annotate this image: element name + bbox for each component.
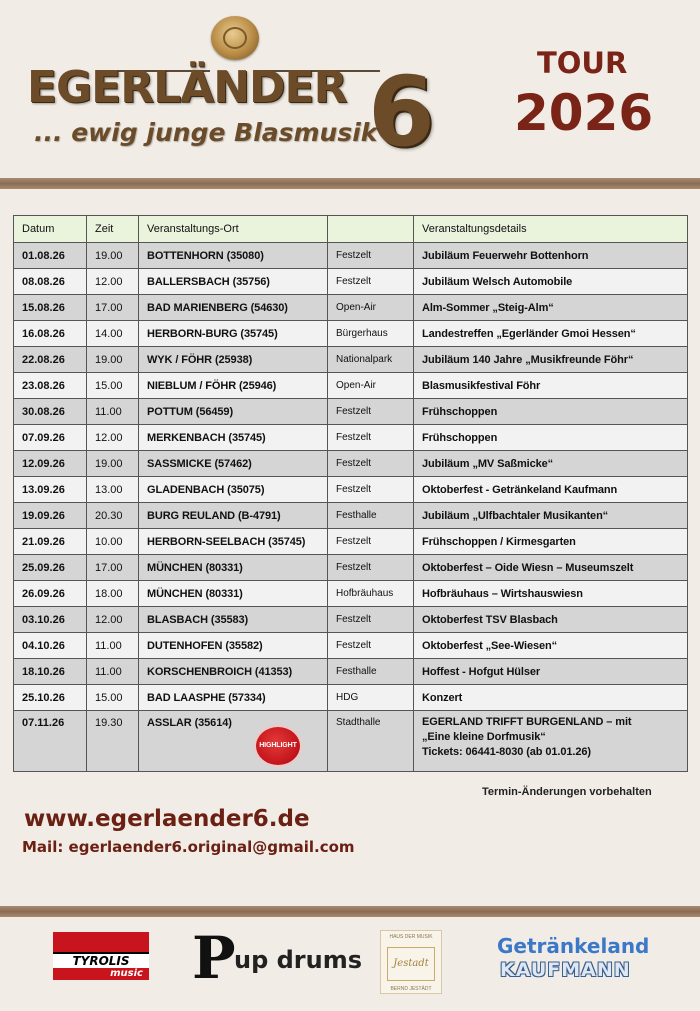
cell-date: 07.11.26	[14, 711, 87, 772]
cell-details: Oktoberfest „See-Wiesen“	[414, 633, 688, 659]
cell-place: HERBORN-BURG (35745)	[139, 321, 328, 347]
cell-place: MÜNCHEN (80331)	[139, 555, 328, 581]
website-link[interactable]: www.egerlaender6.de	[24, 806, 310, 832]
cell-details: Konzert	[414, 685, 688, 711]
cell-venue: Festzelt	[328, 633, 414, 659]
cell-date: 04.10.26	[14, 633, 87, 659]
cell-date: 25.09.26	[14, 555, 87, 581]
cell-date: 19.09.26	[14, 503, 87, 529]
cell-venue: Hofbräuhaus	[328, 581, 414, 607]
table-row	[14, 607, 688, 633]
cell-place: MÜNCHEN (80331)	[139, 581, 328, 607]
cell-time: 18.00	[87, 581, 139, 607]
table-row	[14, 321, 688, 347]
mail-address[interactable]: Mail: egerlaender6.original@gmail.com	[22, 838, 355, 856]
cell-venue: Festzelt	[328, 529, 414, 555]
sponsor-getraenkeland-logo	[497, 934, 662, 982]
table-row	[14, 399, 688, 425]
tyrolis-record-icon	[53, 932, 149, 954]
cell-date: 26.09.26	[14, 581, 87, 607]
cell-details: Jubiläum Welsch Automobile	[414, 269, 688, 295]
column-header-place: Veranstaltungs-Ort	[139, 216, 328, 243]
top-divider-bar	[0, 178, 700, 189]
table-row	[14, 503, 688, 529]
table-row	[14, 477, 688, 503]
details-line-3: Tickets: 06441-8030 (ab 01.01.26)	[422, 746, 591, 758]
cell-details: Frühschoppen	[414, 399, 688, 425]
cell-details: Oktoberfest TSV Blasbach	[414, 607, 688, 633]
cell-time: 19.00	[87, 347, 139, 373]
cell-place: HERBORN-SEELBACH (35745)	[139, 529, 328, 555]
tour-year: 2026	[514, 84, 654, 142]
table-row	[14, 581, 688, 607]
table-row	[14, 373, 688, 399]
cell-venue: Festzelt	[328, 555, 414, 581]
cell-time: 10.00	[87, 529, 139, 555]
cell-place: MERKENBACH (35745)	[139, 425, 328, 451]
tour-dates-table	[13, 215, 688, 772]
table-row	[14, 347, 688, 373]
cell-date: 07.09.26	[14, 425, 87, 451]
cell-date: 23.08.26	[14, 373, 87, 399]
tour-table-body	[14, 243, 688, 772]
updrums-name: up drums	[234, 946, 363, 974]
cell-details	[414, 711, 688, 772]
table-row	[14, 555, 688, 581]
tyrolis-sub: music	[53, 968, 149, 980]
cell-details: Oktoberfest - Getränkeland Kaufmann	[414, 477, 688, 503]
tour-label: TOUR	[537, 46, 628, 80]
cell-place: BALLERSBACH (35756)	[139, 269, 328, 295]
place-wrap	[147, 717, 327, 771]
cell-details: Jubiläum „MV Saßmicke“	[414, 451, 688, 477]
cell-time: 11.00	[87, 633, 139, 659]
cell-place: BOTTENHORN (35080)	[139, 243, 328, 269]
cell-venue: Festhalle	[328, 503, 414, 529]
cell-place: DUTENHOFEN (35582)	[139, 633, 328, 659]
cell-place	[139, 711, 328, 772]
cell-details: Hofbräuhaus – Wirtshauswiesn	[414, 581, 688, 607]
cell-details: Landestreffen „Egerländer Gmoi Hessen“	[414, 321, 688, 347]
details-line-2: „Eine kleine Dorfmusik“	[422, 731, 546, 743]
cell-time: 20.30	[87, 503, 139, 529]
cell-date: 08.08.26	[14, 269, 87, 295]
cell-details: Alm-Sommer „Steig-Alm“	[414, 295, 688, 321]
cell-place: GLADENBACH (35075)	[139, 477, 328, 503]
cell-venue: Festzelt	[328, 243, 414, 269]
column-header-date: Datum	[14, 216, 87, 243]
cell-place: POTTUM (56459)	[139, 399, 328, 425]
table-row	[14, 269, 688, 295]
cell-time: 14.00	[87, 321, 139, 347]
cell-venue: Stadthalle	[328, 711, 414, 772]
cell-date: 18.10.26	[14, 659, 87, 685]
column-header-time: Zeit	[87, 216, 139, 243]
schedule-disclaimer: Termin-Änderungen vorbehalten	[482, 786, 652, 798]
cell-date: 25.10.26	[14, 685, 87, 711]
cell-details: Frühschoppen / Kirmesgarten	[414, 529, 688, 555]
cell-time: 12.00	[87, 607, 139, 633]
cell-venue: Bürgerhaus	[328, 321, 414, 347]
table-row	[14, 295, 688, 321]
cell-date: 12.09.26	[14, 451, 87, 477]
cell-venue: Festzelt	[328, 477, 414, 503]
cell-time: 11.00	[87, 399, 139, 425]
cell-details: Jubiläum „Ulfbachtaler Musikanten“	[414, 503, 688, 529]
column-header-venue	[328, 216, 414, 243]
cell-details: Blasmusikfestival Föhr	[414, 373, 688, 399]
cell-time: 11.00	[87, 659, 139, 685]
cell-venue: Festzelt	[328, 399, 414, 425]
cell-venue: Open-Air	[328, 295, 414, 321]
brand-name: EGERLÄNDER	[27, 62, 347, 113]
cell-place: BURG REULAND (B-4791)	[139, 503, 328, 529]
cell-details: Jubiläum Feuerwehr Bottenhorn	[414, 243, 688, 269]
cell-place: SASSMICKE (57462)	[139, 451, 328, 477]
cell-date: 21.09.26	[14, 529, 87, 555]
tyrolis-name: TYROLIS	[53, 952, 149, 970]
cell-venue: Festzelt	[328, 451, 414, 477]
table-row	[14, 243, 688, 269]
updrums-mark-icon: P	[192, 924, 236, 992]
cell-venue: Festhalle	[328, 659, 414, 685]
jestaedt-name: Jestadt	[387, 947, 435, 981]
cell-place: BLASBACH (35583)	[139, 607, 328, 633]
table-row	[14, 451, 688, 477]
medal-emblem-icon	[211, 16, 259, 60]
cell-time: 17.00	[87, 295, 139, 321]
cell-details: Jubiläum 140 Jahre „Musikfreunde Föhr“	[414, 347, 688, 373]
table-row	[14, 529, 688, 555]
cell-time: 12.00	[87, 269, 139, 295]
cell-date: 22.08.26	[14, 347, 87, 373]
table-header-row	[14, 216, 688, 243]
cell-venue: HDG	[328, 685, 414, 711]
cell-venue: Festzelt	[328, 269, 414, 295]
details-line-1: EGERLAND TRIFFT BURGENLAND – mit	[422, 716, 632, 728]
poster-header	[0, 0, 700, 178]
table-row	[14, 659, 688, 685]
cell-place: KORSCHENBROICH (41353)	[139, 659, 328, 685]
brand-number: 6	[368, 56, 435, 168]
cell-date: 15.08.26	[14, 295, 87, 321]
cell-place: NIEBLUM / FÖHR (25946)	[139, 373, 328, 399]
sponsor-jestaedt-logo	[380, 930, 442, 994]
jestaedt-top-text: HAUS DER MUSIK	[389, 934, 433, 940]
cell-venue: Festzelt	[328, 607, 414, 633]
highlight-badge-icon: HIGHLIGHT	[256, 727, 300, 765]
cell-place: WYK / FÖHR (25938)	[139, 347, 328, 373]
cell-time: 12.00	[87, 425, 139, 451]
sponsor-updrums-logo	[190, 924, 363, 992]
cell-date: 16.08.26	[14, 321, 87, 347]
cell-place: BAD LAASPHE (57334)	[139, 685, 328, 711]
bottom-divider-bar	[0, 906, 700, 917]
cell-venue: Open-Air	[328, 373, 414, 399]
table-row-highlight	[14, 711, 688, 772]
cell-time: 15.00	[87, 373, 139, 399]
cell-venue: Festzelt	[328, 425, 414, 451]
column-header-details: Veranstaltungsdetails	[414, 216, 688, 243]
cell-details: Frühschoppen	[414, 425, 688, 451]
place-text: ASSLAR (35614)	[147, 717, 232, 729]
cell-date: 30.08.26	[14, 399, 87, 425]
table-row	[14, 425, 688, 451]
cell-time: 19.00	[87, 451, 139, 477]
cell-time: 17.00	[87, 555, 139, 581]
table-row	[14, 633, 688, 659]
cell-details: Oktoberfest – Oide Wiesn – Museumszelt	[414, 555, 688, 581]
getraenkeland-name: Getränkeland	[497, 934, 650, 958]
brand-tagline: ... ewig junge Blasmusik	[34, 118, 378, 147]
sponsor-tyrolis-logo	[53, 932, 149, 978]
cell-place: BAD MARIENBERG (54630)	[139, 295, 328, 321]
cell-date: 13.09.26	[14, 477, 87, 503]
cell-time: 19.30	[87, 711, 139, 772]
cell-date: 01.08.26	[14, 243, 87, 269]
table-row	[14, 685, 688, 711]
cell-time: 13.00	[87, 477, 139, 503]
cell-details: Hoffest - Hofgut Hülser	[414, 659, 688, 685]
cell-time: 19.00	[87, 243, 139, 269]
kaufmann-name: KAUFMANN	[500, 959, 631, 981]
cell-time: 15.00	[87, 685, 139, 711]
cell-date: 03.10.26	[14, 607, 87, 633]
jestaedt-bottom-text: BERND JESTÄDT	[390, 986, 432, 992]
cell-venue: Nationalpark	[328, 347, 414, 373]
